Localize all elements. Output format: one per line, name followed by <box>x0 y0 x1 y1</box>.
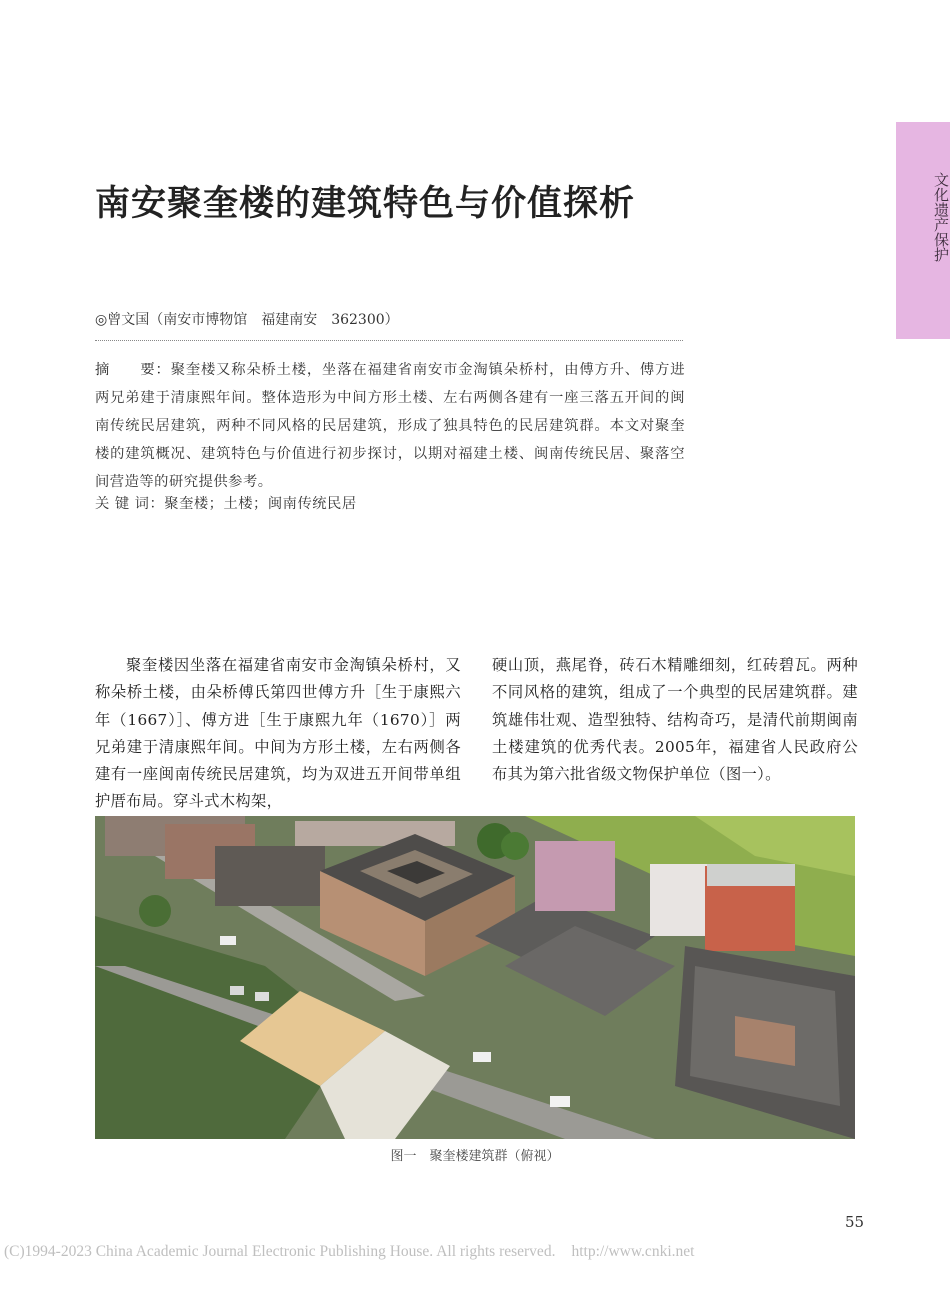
author-line: ◎曾文国（南安市博物馆 福建南安 362300） <box>95 312 399 328</box>
section-tab <box>896 122 950 339</box>
keywords-label: 关 键 词： <box>95 496 165 512</box>
aerial-photo-illustration <box>95 816 855 1139</box>
abstract <box>95 356 685 496</box>
article-title: 南安聚奎楼的建筑特色与价值探析 <box>95 183 636 224</box>
aerial-photo <box>95 816 855 1139</box>
dotted-divider <box>95 340 683 341</box>
keywords <box>95 490 685 518</box>
abstract-text: 聚奎楼又称朵桥土楼，坐落在福建省南安市金淘镇朵桥村，由傅方升、傅方进两兄弟建于清康熙年间。整体造形为中间方形土楼、左右两侧各建有一座三落五开间的闽南传统民居建筑，两种不同风格的民居建筑，形成了独具特色的民居建筑群。本文对聚奎楼的建筑概况、建筑特色与价值进行初步探讨，以期对福建土楼、闽南传统民居、聚落空间营造等的研究提供参考。 <box>95 362 685 490</box>
keywords-text: 聚奎楼；土楼；闽南传统民居 <box>164 496 357 512</box>
section-tab-label: 文化遗产保护 <box>932 172 950 262</box>
abstract-label: 摘 要： <box>95 362 171 378</box>
copyright-footer <box>4 1243 694 1261</box>
copyright-text: (C)1994-2023 China Academic Journal Electronic Publishing House. All rights reserved. <box>4 1243 556 1260</box>
footer-url: http://www.cnki.net <box>571 1243 695 1260</box>
figure-caption: 图一 聚奎楼建筑群（俯视） <box>390 1149 560 1164</box>
page-number: 55 <box>845 1213 865 1231</box>
body-column-left: 聚奎楼因坐落在福建省南安市金淘镇朵桥村，又称朵桥土楼，由朵桥傅氏第四世傅方升［生于康熙六年（1667）］、傅方进［生于康熙九年（1670）］两兄弟建于清康熙年间。中间为方形土楼，左右两侧各建有一座闽南传统民居建筑，均为双进五开间带单组护厝布局。穿斗式木构架， <box>95 656 461 811</box>
body-column-right: 硬山顶，燕尾脊，砖石木精雕细刻，红砖碧瓦。两种不同风格的建筑，组成了一个典型的民居建筑群。建筑雄伟壮观、造型独特、结构奇巧，是清代前期闽南土楼建筑的优秀代表。2005年，福建省人民政府公布其为第六批省级文物保护单位（图一）。 <box>492 656 858 784</box>
